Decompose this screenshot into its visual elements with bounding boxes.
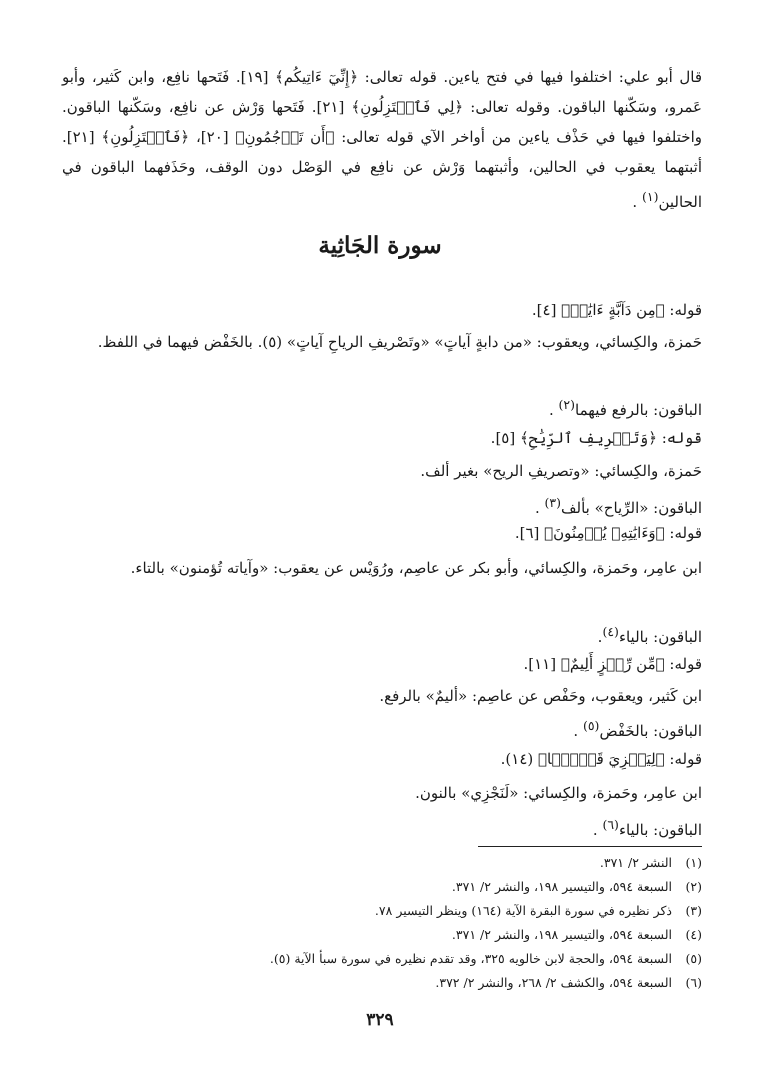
page-number: ٣٢٩	[366, 1010, 394, 1030]
footnote-text: السبعة ٥٩٤، والتيسير ١٩٨، والنشر ٢/ ٣٧١.	[451, 927, 672, 942]
reading-line: الباقون: بالياء$^{(٦)}$ .	[592, 817, 702, 839]
reading-line: الباقون: بالخَفْض$^{(٥)}$ .	[573, 718, 702, 740]
reading-text: الباقون: بالياء	[618, 628, 702, 646]
footnote-number: (٥)	[685, 951, 702, 966]
footnote-text: السبعة ٥٩٤، والكشف ٢/ ٢٦٨، والنشر ٢/ ٣٧٢.	[435, 975, 672, 990]
footnote-text: السبعة ٥٩٤، والحجة لابن خالويه ٣٢٥، وقد تقدم نظيره في سورة سبأ الآية (٥).	[269, 951, 672, 966]
reading-line: الباقون: «الرِّياح» بألف$^{(٣)}$ .	[534, 495, 702, 517]
reading-line: ابن عامِر، وحَمزة، والكِسائي: «لَنَجْزِي» بالنون.	[415, 784, 702, 802]
footnote	[42, 900, 702, 922]
reading-text: الباقون: «الرِّياح» بألف	[561, 499, 702, 517]
reading-line: ابن كَثير، ويعقوب، وحَفْص عن عاصِم: «أليمٌ» بالرفع.	[379, 687, 702, 705]
footnote-number: (٢)	[685, 879, 702, 894]
footnote-text: السبعة ٥٩٤، والتيسير ١٩٨، والنشر ٢/ ٣٧١.	[451, 879, 672, 894]
footnote-text: النشر ٢/ ٣٧١.	[599, 855, 672, 870]
reading-text: الباقون: بالياء	[618, 821, 702, 839]
verse-line: قوله: ﴿وَءَايَٰتِهِۦ يُؤۡمِنُونَ﴾ [٦].	[514, 524, 702, 542]
verse-line: قوله: ﴿وَتَصۡرِيفِ ٱلرِّيَٰحِ﴾ [٥].	[490, 429, 702, 447]
verse-line: قوله: ﴿مِن دَآبَّةٍ ءَايَٰتٞ﴾ [٤].	[531, 301, 702, 319]
footnote-ref: (٢)	[558, 397, 576, 412]
footnote-number: (٦)	[685, 975, 702, 990]
reading-line: الباقون: بالرفع فيهما$^{(٢)}$ .	[548, 397, 702, 419]
footnote-ref: (١)	[641, 189, 659, 204]
reading-text: الباقون: بالرفع فيهما	[575, 401, 702, 419]
surah-title: سورة الجَاثِية	[318, 232, 442, 259]
footnote	[42, 876, 702, 898]
footnote-separator	[478, 846, 702, 847]
reading-line: الباقون: بالياء$^{(٤)}$.	[597, 624, 702, 646]
verse-line: قوله: ﴿مِّن رِّجۡزٍ أَلِيمٌ﴾ [١١].	[523, 655, 702, 673]
footnote-text: ذكر نظيره في سورة البقرة الآية (١٦٤) وينظر التيسير ٧٨.	[374, 903, 672, 918]
footnote-ref: (٦)	[602, 817, 619, 832]
footnote	[42, 924, 702, 946]
intro-text: قال أبو علي: اختلفوا فيها في فتح ياءين. قوله تعالى: ﴿إِنِّيٓ ءَاتِيكُم﴾ [١٩]. فَتَحها نافِع، وابن كَثير، وأبو عَمرو، وسَكّنها الباقون. وقوله تعالى: ﴿لِي فَٱعۡتَزِلُونِ﴾ [٢١]. فَتَحها وَرْش عن نافِع، وسَكّنها الباقون. واختلفوا فيها في حَذْف ياءين من أواخر الآي قوله تعالى: ﴿أَن تَرۡجُمُونِ﴾ [٢٠]، ﴿فَٱعۡتَزِلُونِ﴾ [٢١]. أثبتهما يعقوب في الحالين، وأثبتهما وَرْش عن نافِع في الوَصْل دون الوقف، وحَذَفهما الباقون في الحالين	[62, 68, 702, 211]
footnote-ref: (٣)	[544, 495, 561, 510]
reading-line: حَمزة، والكِسائي: «وتصريفِ الريح» بغير ألف.	[420, 462, 702, 480]
footnote-number: (١)	[685, 855, 702, 870]
reading-paragraph: حَمزة، والكِسائي، ويعقوب: «من دابةٍ آياتٍ» «وتَصْريفِ الرياحِ آياتٍ» (٥). بالخَفْض فيهما في اللفظ.	[97, 333, 702, 351]
footnote-ref: (٥)	[582, 718, 600, 733]
footnote-number: (٣)	[685, 903, 702, 918]
footnote-ref: (٤)	[602, 624, 619, 639]
intro-paragraph	[62, 62, 702, 217]
footnote-number: (٤)	[685, 927, 702, 942]
footnote	[42, 852, 702, 874]
verse-line: قوله: ﴿لِيَجۡزِيَ قَوۡمَۢا﴾ (١٤).	[500, 750, 702, 768]
reading-paragraph: ابن عامِر، وحَمزة، والكِسائي، وأبو بكر عن عاصِم، ورُوَيْس عن يعقوب: «وآياته تُؤمنون» بالتاء.	[130, 559, 702, 577]
intro-end: .	[632, 193, 638, 211]
reading-text: الباقون: بالخَفْض	[599, 722, 702, 740]
footnote	[42, 972, 702, 994]
footnote	[42, 948, 702, 970]
